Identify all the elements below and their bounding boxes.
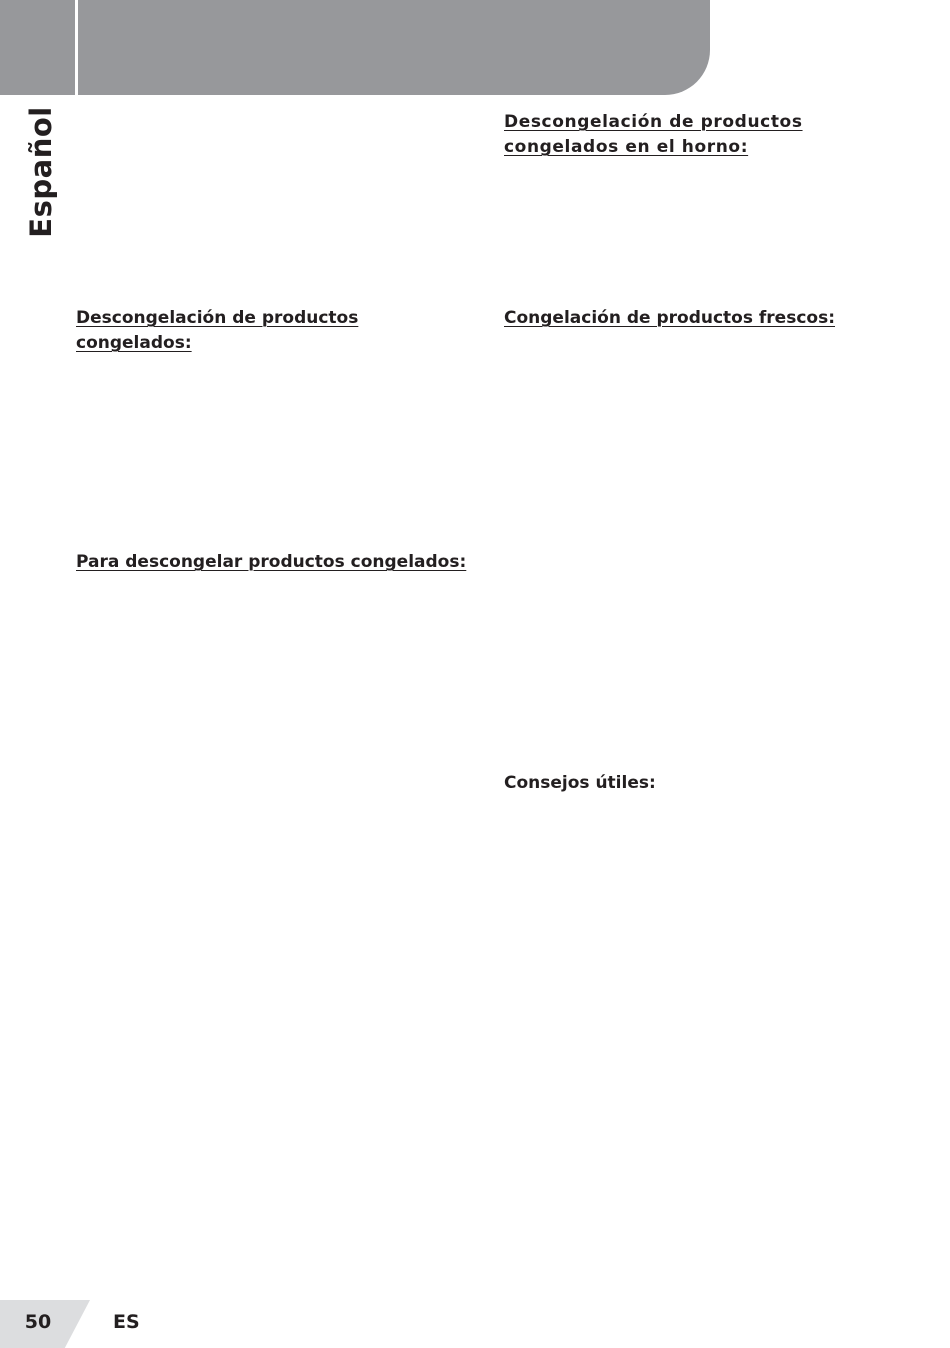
freeze-heading: Congelación de productos frescos: (504, 308, 836, 328)
language-code: ES (113, 1311, 140, 1333)
header-band (0, 0, 710, 95)
how-to-defrost-heading: Para descongelar productos congelados: (76, 552, 467, 572)
header-divider (75, 0, 78, 95)
tips-heading: Consejos útiles: (504, 773, 656, 793)
defrost-heading: Descongelación de productos congelados: (76, 308, 359, 353)
oven-defrost-heading: Descongelación de productos congelados en el horno: (504, 112, 803, 157)
page-number: 50 (24, 1311, 52, 1333)
language-side-label: Español (24, 106, 58, 238)
